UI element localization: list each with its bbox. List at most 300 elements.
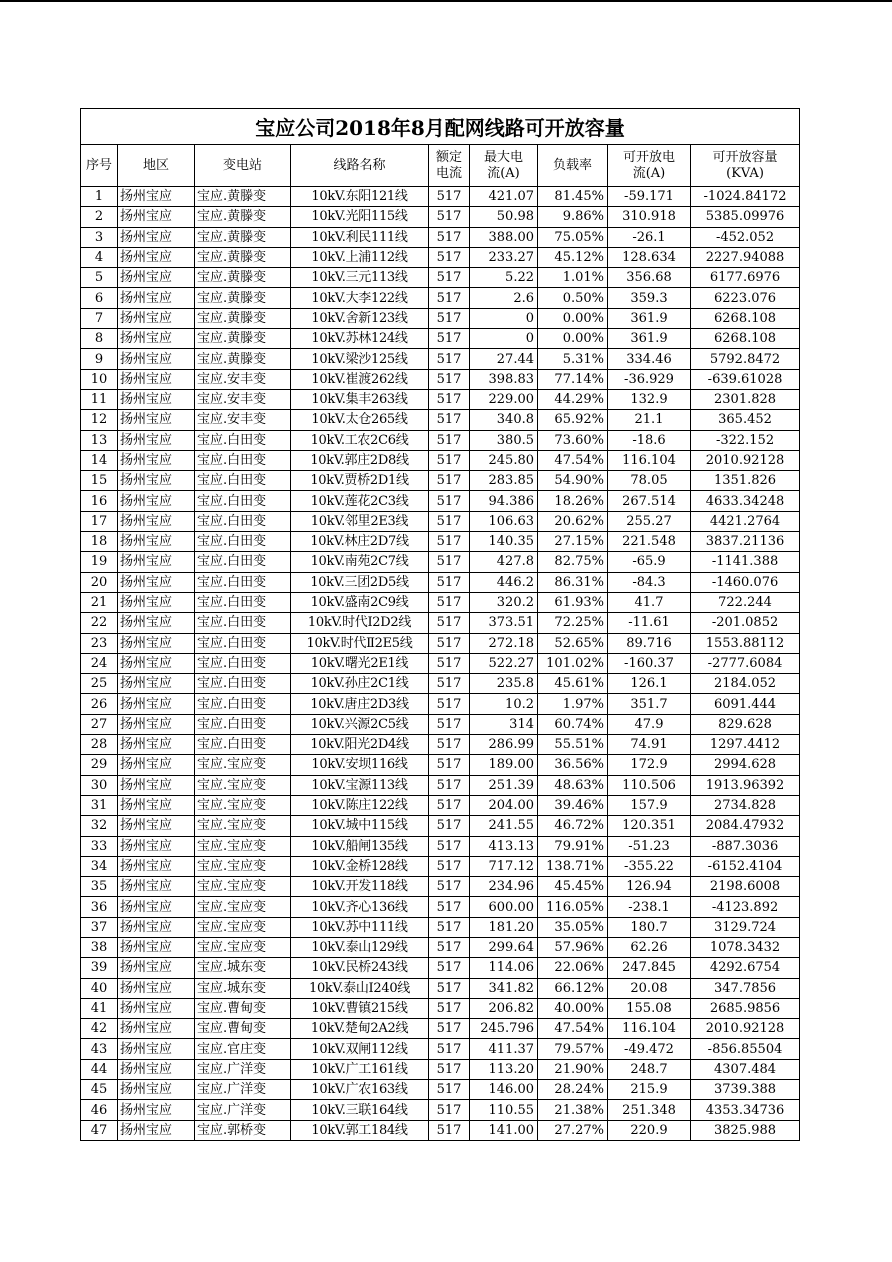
cell-region: 扬州宝应	[118, 592, 195, 612]
cell-rated-current: 517	[429, 369, 470, 389]
cell-line-name: 10kV.曹镇215线	[291, 998, 429, 1018]
cell-rated-current: 517	[429, 572, 470, 592]
cell-line-name: 10kV.光阳115线	[291, 207, 429, 227]
cell-station: 宝应.郭桥变	[195, 1120, 291, 1140]
cell-station: 宝应.宝应变	[195, 836, 291, 856]
cell-line-name: 10kV.贾桥2D1线	[291, 471, 429, 491]
cell-rated-current: 517	[429, 1120, 470, 1140]
cell-max-current: 0	[470, 329, 538, 349]
cell-open-current: 21.1	[608, 410, 691, 430]
cell-max-current: 50.98	[470, 207, 538, 227]
cell-region: 扬州宝应	[118, 1100, 195, 1120]
cell-station: 宝应.白田变	[195, 430, 291, 450]
cell-load-rate: 73.60%	[538, 430, 608, 450]
cell-no: 7	[81, 308, 118, 328]
cell-region: 扬州宝应	[118, 613, 195, 633]
cell-line-name: 10kV.宝源113线	[291, 775, 429, 795]
cell-load-rate: 27.15%	[538, 532, 608, 552]
cell-load-rate: 46.72%	[538, 816, 608, 836]
cell-open-current: 361.9	[608, 329, 691, 349]
cell-station: 宝应.白田变	[195, 532, 291, 552]
cell-line-name: 10kV.孙庄2C1线	[291, 674, 429, 694]
cell-max-current: 411.37	[470, 1039, 538, 1059]
cell-region: 扬州宝应	[118, 268, 195, 288]
header-row	[81, 145, 800, 187]
cell-station: 宝应.宝应变	[195, 877, 291, 897]
cell-line-name: 10kV.太仓265线	[291, 410, 429, 430]
cell-region: 扬州宝应	[118, 856, 195, 876]
cell-station: 宝应.宝应变	[195, 795, 291, 815]
cell-rated-current: 517	[429, 775, 470, 795]
cell-station: 宝应.黄滕变	[195, 268, 291, 288]
cell-region: 扬州宝应	[118, 552, 195, 572]
cell-line-name: 10kV.舍新123线	[291, 308, 429, 328]
cell-max-current: 114.06	[470, 958, 538, 978]
cell-rated-current: 517	[429, 816, 470, 836]
cell-no: 46	[81, 1100, 118, 1120]
cell-load-rate: 81.45%	[538, 187, 608, 207]
table-row	[81, 450, 800, 470]
cell-station: 宝应.曹甸变	[195, 1019, 291, 1039]
table-row	[81, 247, 800, 267]
cell-region: 扬州宝应	[118, 1039, 195, 1059]
cell-load-rate: 28.24%	[538, 1080, 608, 1100]
cell-max-current: 94.386	[470, 491, 538, 511]
table-row	[81, 917, 800, 937]
cell-load-rate: 86.31%	[538, 572, 608, 592]
cell-open-current: 155.08	[608, 998, 691, 1018]
cell-region: 扬州宝应	[118, 775, 195, 795]
cell-line-name: 10kV.时代Ⅱ2E5线	[291, 633, 429, 653]
cell-open-capacity: -1024.84172	[691, 187, 800, 207]
cell-open-current: 359.3	[608, 288, 691, 308]
table-row	[81, 532, 800, 552]
cell-open-capacity: -201.0852	[691, 613, 800, 633]
cell-no: 35	[81, 877, 118, 897]
cell-rated-current: 517	[429, 268, 470, 288]
cell-station: 宝应.白田变	[195, 714, 291, 734]
cell-load-rate: 138.71%	[538, 856, 608, 876]
cell-max-current: 206.82	[470, 998, 538, 1018]
table-row	[81, 998, 800, 1018]
cell-line-name: 10kV.民桥243线	[291, 958, 429, 978]
cell-station: 宝应.黄滕变	[195, 288, 291, 308]
cell-region: 扬州宝应	[118, 1019, 195, 1039]
cell-open-capacity: 6177.6976	[691, 268, 800, 288]
table-row	[81, 795, 800, 815]
cell-line-name: 10kV.兴源2C5线	[291, 714, 429, 734]
cell-open-capacity: -639.61028	[691, 369, 800, 389]
cell-load-rate: 20.62%	[538, 511, 608, 531]
cell-station: 宝应.广洋变	[195, 1080, 291, 1100]
cell-no: 12	[81, 410, 118, 430]
cell-no: 15	[81, 471, 118, 491]
header-max-current: 最大电 流(A)	[470, 145, 538, 187]
cell-load-rate: 52.65%	[538, 633, 608, 653]
cell-open-current: -59.171	[608, 187, 691, 207]
cell-no: 43	[81, 1039, 118, 1059]
cell-open-capacity: 2010.92128	[691, 1019, 800, 1039]
cell-no: 44	[81, 1059, 118, 1079]
table-row	[81, 187, 800, 207]
cell-region: 扬州宝应	[118, 247, 195, 267]
cell-open-capacity: 3837.21136	[691, 532, 800, 552]
cell-rated-current: 517	[429, 430, 470, 450]
cell-open-capacity: 829.628	[691, 714, 800, 734]
cell-station: 宝应.宝应变	[195, 755, 291, 775]
cell-max-current: 27.44	[470, 349, 538, 369]
cell-max-current: 229.00	[470, 389, 538, 409]
cell-open-capacity: 1553.88112	[691, 633, 800, 653]
cell-max-current: 251.39	[470, 775, 538, 795]
cell-load-rate: 72.25%	[538, 613, 608, 633]
capacity-table	[80, 108, 800, 1141]
cell-load-rate: 77.14%	[538, 369, 608, 389]
cell-max-current: 600.00	[470, 897, 538, 917]
cell-line-name: 10kV.郭工184线	[291, 1120, 429, 1140]
cell-load-rate: 39.46%	[538, 795, 608, 815]
cell-load-rate: 57.96%	[538, 937, 608, 957]
cell-load-rate: 22.06%	[538, 958, 608, 978]
cell-line-name: 10kV.南苑2C7线	[291, 552, 429, 572]
top-border-line	[0, 0, 892, 2]
table-row	[81, 1120, 800, 1140]
table-row	[81, 511, 800, 531]
cell-no: 22	[81, 613, 118, 633]
cell-no: 13	[81, 430, 118, 450]
cell-open-current: -65.9	[608, 552, 691, 572]
cell-region: 扬州宝应	[118, 816, 195, 836]
cell-load-rate: 55.51%	[538, 735, 608, 755]
table-row	[81, 1080, 800, 1100]
table-row	[81, 592, 800, 612]
cell-no: 29	[81, 755, 118, 775]
table-row	[81, 389, 800, 409]
cell-open-current: -11.61	[608, 613, 691, 633]
cell-max-current: 234.96	[470, 877, 538, 897]
cell-load-rate: 82.75%	[538, 552, 608, 572]
cell-max-current: 140.35	[470, 532, 538, 552]
cell-station: 宝应.广洋变	[195, 1059, 291, 1079]
cell-max-current: 413.13	[470, 836, 538, 856]
cell-max-current: 314	[470, 714, 538, 734]
cell-max-current: 204.00	[470, 795, 538, 815]
cell-no: 31	[81, 795, 118, 815]
cell-line-name: 10kV.船闸135线	[291, 836, 429, 856]
cell-line-name: 10kV.曙光2E1线	[291, 653, 429, 673]
cell-region: 扬州宝应	[118, 491, 195, 511]
cell-rated-current: 517	[429, 795, 470, 815]
table-row	[81, 1059, 800, 1079]
cell-region: 扬州宝应	[118, 694, 195, 714]
cell-no: 1	[81, 187, 118, 207]
cell-station: 宝应.白田变	[195, 552, 291, 572]
cell-open-capacity: 2198.6008	[691, 877, 800, 897]
cell-region: 扬州宝应	[118, 998, 195, 1018]
cell-open-capacity: 347.7856	[691, 978, 800, 998]
cell-region: 扬州宝应	[118, 450, 195, 470]
cell-station: 宝应.宝应变	[195, 897, 291, 917]
cell-region: 扬州宝应	[118, 836, 195, 856]
cell-rated-current: 517	[429, 1019, 470, 1039]
cell-open-current: -36.929	[608, 369, 691, 389]
cell-line-name: 10kV.盛南2C9线	[291, 592, 429, 612]
cell-no: 25	[81, 674, 118, 694]
cell-max-current: 283.85	[470, 471, 538, 491]
table-row	[81, 877, 800, 897]
cell-no: 11	[81, 389, 118, 409]
cell-max-current: 0	[470, 308, 538, 328]
table-row	[81, 308, 800, 328]
cell-region: 扬州宝应	[118, 674, 195, 694]
cell-max-current: 10.2	[470, 694, 538, 714]
cell-open-current: 132.9	[608, 389, 691, 409]
cell-rated-current: 517	[429, 187, 470, 207]
cell-open-capacity: 3739.388	[691, 1080, 800, 1100]
cell-load-rate: 9.86%	[538, 207, 608, 227]
table-row	[81, 775, 800, 795]
cell-rated-current: 517	[429, 674, 470, 694]
table-row	[81, 369, 800, 389]
cell-line-name: 10kV.广工161线	[291, 1059, 429, 1079]
cell-no: 41	[81, 998, 118, 1018]
header-region: 地区	[118, 145, 195, 187]
cell-max-current: 245.80	[470, 450, 538, 470]
table-row	[81, 816, 800, 836]
cell-open-current: 41.7	[608, 592, 691, 612]
cell-rated-current: 517	[429, 958, 470, 978]
cell-open-capacity: 2227.94088	[691, 247, 800, 267]
cell-no: 34	[81, 856, 118, 876]
cell-no: 2	[81, 207, 118, 227]
cell-load-rate: 75.05%	[538, 227, 608, 247]
cell-open-capacity: 4292.6754	[691, 958, 800, 978]
cell-max-current: 5.22	[470, 268, 538, 288]
cell-max-current: 373.51	[470, 613, 538, 633]
cell-line-name: 10kV.时代Ⅰ2D2线	[291, 613, 429, 633]
cell-no: 40	[81, 978, 118, 998]
cell-load-rate: 1.97%	[538, 694, 608, 714]
cell-no: 42	[81, 1019, 118, 1039]
cell-line-name: 10kV.工农2C6线	[291, 430, 429, 450]
cell-rated-current: 517	[429, 937, 470, 957]
cell-open-capacity: 6223.076	[691, 288, 800, 308]
cell-no: 21	[81, 592, 118, 612]
cell-open-current: -49.472	[608, 1039, 691, 1059]
cell-open-current: 180.7	[608, 917, 691, 937]
cell-line-name: 10kV.利民111线	[291, 227, 429, 247]
cell-station: 宝应.黄滕变	[195, 207, 291, 227]
cell-load-rate: 0.00%	[538, 329, 608, 349]
cell-no: 10	[81, 369, 118, 389]
cell-load-rate: 18.26%	[538, 491, 608, 511]
cell-no: 45	[81, 1080, 118, 1100]
cell-station: 宝应.安丰变	[195, 369, 291, 389]
cell-region: 扬州宝应	[118, 755, 195, 775]
cell-max-current: 380.5	[470, 430, 538, 450]
cell-open-capacity: 2994.628	[691, 755, 800, 775]
cell-open-current: 220.9	[608, 1120, 691, 1140]
cell-station: 宝应.白田变	[195, 450, 291, 470]
cell-region: 扬州宝应	[118, 207, 195, 227]
cell-open-capacity: 2685.9856	[691, 998, 800, 1018]
table-row	[81, 1019, 800, 1039]
cell-region: 扬州宝应	[118, 329, 195, 349]
cell-load-rate: 47.54%	[538, 450, 608, 470]
cell-no: 36	[81, 897, 118, 917]
cell-open-capacity: 2084.47932	[691, 816, 800, 836]
table-row	[81, 714, 800, 734]
table-row	[81, 552, 800, 572]
cell-region: 扬州宝应	[118, 369, 195, 389]
cell-no: 38	[81, 937, 118, 957]
cell-station: 宝应.广洋变	[195, 1100, 291, 1120]
cell-open-capacity: -2777.6084	[691, 653, 800, 673]
header-open-current: 可开放电 流(A)	[608, 145, 691, 187]
cell-no: 14	[81, 450, 118, 470]
cell-max-current: 717.12	[470, 856, 538, 876]
table-row	[81, 978, 800, 998]
cell-open-current: 172.9	[608, 755, 691, 775]
cell-rated-current: 517	[429, 694, 470, 714]
cell-load-rate: 36.56%	[538, 755, 608, 775]
cell-no: 28	[81, 735, 118, 755]
cell-station: 宝应.黄滕变	[195, 308, 291, 328]
table-row	[81, 268, 800, 288]
header-no: 序号	[81, 145, 118, 187]
cell-open-current: 255.27	[608, 511, 691, 531]
cell-open-current: 334.46	[608, 349, 691, 369]
cell-rated-current: 517	[429, 735, 470, 755]
cell-region: 扬州宝应	[118, 714, 195, 734]
cell-max-current: 286.99	[470, 735, 538, 755]
table-row	[81, 288, 800, 308]
cell-load-rate: 0.00%	[538, 308, 608, 328]
table-row	[81, 227, 800, 247]
cell-line-name: 10kV.开发118线	[291, 877, 429, 897]
cell-rated-current: 517	[429, 511, 470, 531]
cell-line-name: 10kV.大李122线	[291, 288, 429, 308]
cell-no: 20	[81, 572, 118, 592]
cell-line-name: 10kV.林庄2D7线	[291, 532, 429, 552]
cell-max-current: 272.18	[470, 633, 538, 653]
cell-region: 扬州宝应	[118, 978, 195, 998]
cell-load-rate: 21.90%	[538, 1059, 608, 1079]
cell-load-rate: 0.50%	[538, 288, 608, 308]
cell-no: 23	[81, 633, 118, 653]
cell-region: 扬州宝应	[118, 958, 195, 978]
cell-station: 宝应.白田变	[195, 694, 291, 714]
cell-no: 17	[81, 511, 118, 531]
cell-region: 扬州宝应	[118, 1120, 195, 1140]
cell-open-capacity: 365.452	[691, 410, 800, 430]
table-row	[81, 735, 800, 755]
cell-station: 宝应.白田变	[195, 491, 291, 511]
cell-open-capacity: 4307.484	[691, 1059, 800, 1079]
cell-rated-current: 517	[429, 247, 470, 267]
cell-rated-current: 517	[429, 308, 470, 328]
cell-max-current: 113.20	[470, 1059, 538, 1079]
cell-load-rate: 45.12%	[538, 247, 608, 267]
cell-station: 宝应.曹甸变	[195, 998, 291, 1018]
cell-station: 宝应.宝应变	[195, 937, 291, 957]
cell-line-name: 10kV.崔渡262线	[291, 369, 429, 389]
cell-open-current: 310.918	[608, 207, 691, 227]
cell-open-current: 251.348	[608, 1100, 691, 1120]
table-row	[81, 694, 800, 714]
cell-load-rate: 45.45%	[538, 877, 608, 897]
cell-region: 扬州宝应	[118, 1059, 195, 1079]
cell-rated-current: 517	[429, 1100, 470, 1120]
cell-region: 扬州宝应	[118, 389, 195, 409]
cell-no: 39	[81, 958, 118, 978]
cell-no: 6	[81, 288, 118, 308]
cell-open-current: -51.23	[608, 836, 691, 856]
cell-rated-current: 517	[429, 755, 470, 775]
cell-no: 3	[81, 227, 118, 247]
cell-load-rate: 35.05%	[538, 917, 608, 937]
cell-rated-current: 517	[429, 288, 470, 308]
header-open-capacity: 可开放容量 (KVA)	[691, 145, 800, 187]
cell-no: 19	[81, 552, 118, 572]
cell-open-current: 78.05	[608, 471, 691, 491]
table-row	[81, 836, 800, 856]
cell-line-name: 10kV.上浦112线	[291, 247, 429, 267]
cell-region: 扬州宝应	[118, 187, 195, 207]
cell-open-capacity: 2734.828	[691, 795, 800, 815]
cell-load-rate: 65.92%	[538, 410, 608, 430]
cell-open-capacity: -887.3036	[691, 836, 800, 856]
cell-rated-current: 517	[429, 856, 470, 876]
cell-rated-current: 517	[429, 471, 470, 491]
cell-open-capacity: 4421.2764	[691, 511, 800, 531]
cell-max-current: 189.00	[470, 755, 538, 775]
cell-station: 宝应.宝应变	[195, 917, 291, 937]
table-row	[81, 958, 800, 978]
cell-rated-current: 517	[429, 410, 470, 430]
cell-no: 16	[81, 491, 118, 511]
cell-max-current: 245.796	[470, 1019, 538, 1039]
cell-open-current: 267.514	[608, 491, 691, 511]
cell-rated-current: 517	[429, 714, 470, 734]
cell-open-current: 221.548	[608, 532, 691, 552]
cell-open-capacity: -6152.4104	[691, 856, 800, 876]
cell-station: 宝应.黄滕变	[195, 349, 291, 369]
cell-line-name: 10kV.双闸112线	[291, 1039, 429, 1059]
cell-no: 27	[81, 714, 118, 734]
cell-load-rate: 60.74%	[538, 714, 608, 734]
cell-rated-current: 517	[429, 877, 470, 897]
cell-open-capacity: 4633.34248	[691, 491, 800, 511]
cell-open-current: 126.94	[608, 877, 691, 897]
cell-max-current: 427.8	[470, 552, 538, 572]
cell-region: 扬州宝应	[118, 572, 195, 592]
cell-rated-current: 517	[429, 917, 470, 937]
cell-region: 扬州宝应	[118, 735, 195, 755]
cell-rated-current: 517	[429, 207, 470, 227]
cell-no: 8	[81, 329, 118, 349]
cell-line-name: 10kV.邻里2E3线	[291, 511, 429, 531]
cell-open-current: 157.9	[608, 795, 691, 815]
cell-station: 宝应.白田变	[195, 674, 291, 694]
table-row	[81, 653, 800, 673]
cell-station: 宝应.宝应变	[195, 775, 291, 795]
cell-load-rate: 101.02%	[538, 653, 608, 673]
cell-max-current: 110.55	[470, 1100, 538, 1120]
cell-max-current: 181.20	[470, 917, 538, 937]
cell-open-current: -18.6	[608, 430, 691, 450]
cell-max-current: 241.55	[470, 816, 538, 836]
